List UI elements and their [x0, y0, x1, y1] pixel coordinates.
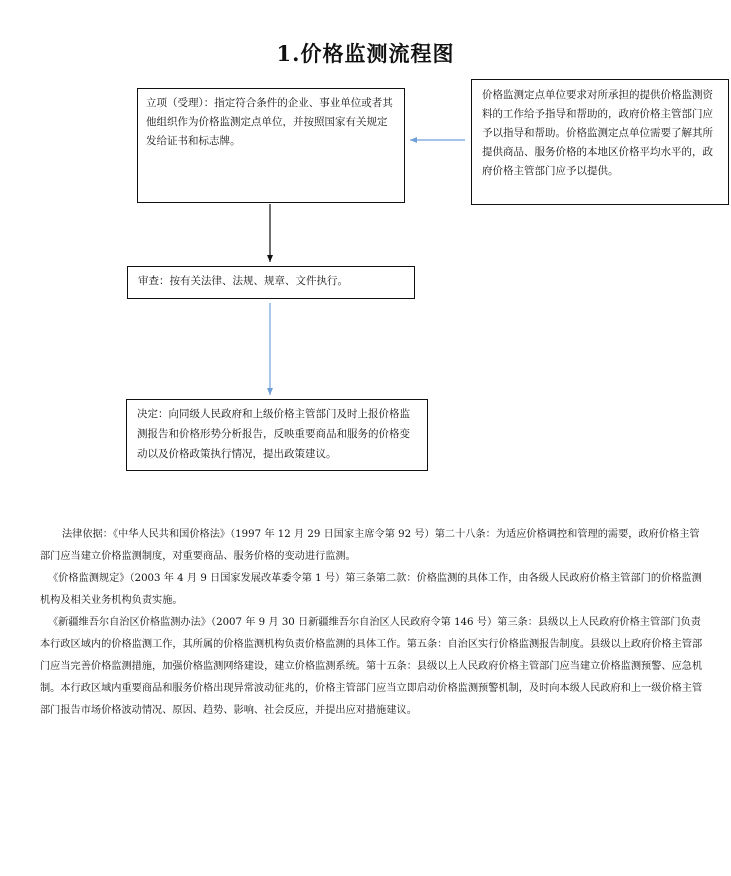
- page-title: 1.价格监测流程图: [276, 41, 455, 66]
- monitoring-point-info-text: 价格监测定点单位要求对所承担的提供价格监测资料的工作给予指导和帮助的，政府价格主管部门应予以指导和帮助。价格监测定点单位需要了解其所提供商品、服务价格的本地区价格平均水平的，政府价格主管部门应予以提供。: [482, 89, 713, 177]
- decision-step-text: 决定：向同级人民政府和上级价格主管部门及时上报价格监测报告和价格形势分析报告，反映重要商品和服务的价格变动以及价格政策执行情况，提出政策建议。: [137, 408, 410, 460]
- approval-step-box: [137, 88, 405, 203]
- review-step-text: 审查：按有关法律、法规、规章、文件执行。: [138, 275, 348, 287]
- review-step-box: [127, 266, 415, 299]
- legal-basis-xinjiang-measures: 《新疆维吾尔自治区价格监测办法》（2007 年 9 月 30 日新疆维吾尔自治区人民政府令第 146 号）第三条：县级以上人民政府价格主管部门负责本行政区域内的价格监测工作，其所属的价格监测机构负责价格监测的具体工作。第五条：自治区实行价格监测报告制度。县级以上政府价格主管部门应当完善价格监测措施，加强价格监测网络建设，建立价格监测系统。第十五条：县级以上人民政府价格主管部门应当建立价格监测预警、应急机制。本行政区域内重要商品和服务价格出现异常波动征兆的，价格主管部门应当立即启动价格监测预警机制，及时向本级人民政府和上一级价格主管部门报告市场价格波动情况、原因、趋势、影响、社会反应，并提出应对措施建议。: [40, 617, 703, 716]
- approval-step-text: 立项（受理）：指定符合条件的企业、事业单位或者其他组织作为价格监测定点单位，并按照国家有关规定发给证书和标志牌。: [146, 97, 393, 147]
- legal-basis-section: [40, 524, 706, 722]
- decision-step-box: [126, 399, 428, 471]
- legal-basis-monitoring-regulation: 《价格监测规定》（2003 年 4 月 9 日国家发展改革委令第 1 号）第三条第二款：价格监测的具体工作，由各级人民政府价格主管部门的价格监测机构及相关业务机构负责实施。: [40, 573, 702, 606]
- monitoring-point-info-box: [471, 79, 729, 205]
- legal-basis-price-law: 法律依据：《中华人民共和国价格法》（1997 年 12 月 29 日国家主席令第 92 号）第二十八条：为适应价格调控和管理的需要，政府价格主管部门应当建立价格监测制度，对重要商品、服务价格的变动进行监测。: [40, 529, 700, 562]
